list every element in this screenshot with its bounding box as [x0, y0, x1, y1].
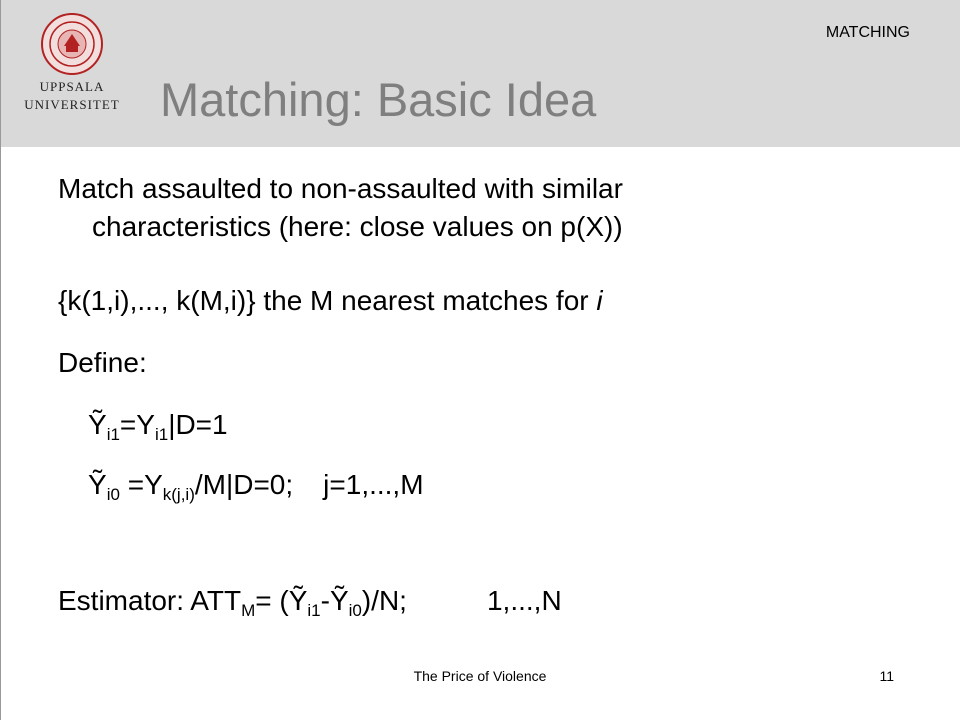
bullet-line-2 [58, 284, 603, 317]
formula-y1 [88, 408, 228, 444]
formula-y0 [88, 468, 424, 503]
formula-text: |D=1 [168, 409, 228, 440]
subscript: i1 [106, 425, 120, 444]
formula-text: )/N; [361, 585, 407, 616]
formula-text: Y [144, 469, 163, 500]
bullet-line-1-continued: characteristics (here: close values on p(X)) [92, 211, 623, 242]
subscript: i1 [154, 425, 169, 444]
subscript: i0 [348, 601, 362, 620]
logo-line-2: UNIVERSITET [24, 97, 120, 112]
subscript: M [241, 601, 256, 620]
formula-range: j=1,...,M [323, 469, 424, 500]
footer-title: The Price of Violence [413, 668, 547, 684]
formula-text: = [255, 585, 280, 616]
line2-italic-i: i [596, 285, 603, 316]
formula-text: (Ỹ [279, 585, 308, 616]
formula-text: = [119, 469, 145, 500]
section-tag: MATCHING [825, 24, 910, 41]
estimator-line [58, 584, 562, 619]
subscript: k(j,i) [162, 485, 195, 504]
left-border [0, 0, 1, 720]
page-number: 11 [879, 668, 894, 684]
university-logo [12, 12, 132, 130]
line2-text: {k(1,i),..., k(M,i)} the M nearest matches for [58, 285, 597, 316]
y-tilde: Ỹ [88, 469, 107, 500]
formula-range: 1,...,N [486, 585, 562, 616]
slide-title: Matching: Basic Idea [160, 73, 597, 126]
formula-text: Estimator: ATT [58, 585, 242, 616]
subscript: i0 [106, 485, 120, 504]
bullet-line-1: Match assaulted to non-assaulted with similar [58, 173, 623, 204]
y-tilde: Ỹ [88, 409, 107, 440]
logo-wordmark [12, 78, 132, 114]
subscript: i1 [307, 601, 321, 620]
formula-text: =Y [119, 409, 155, 440]
formula-text: -Ỹ [320, 585, 349, 616]
logo-line-1: UPPSALA [39, 79, 105, 94]
formula-text: /M|D=0; [194, 469, 294, 500]
university-seal-icon [40, 12, 104, 76]
bullet-line-3: Define: [58, 347, 147, 378]
